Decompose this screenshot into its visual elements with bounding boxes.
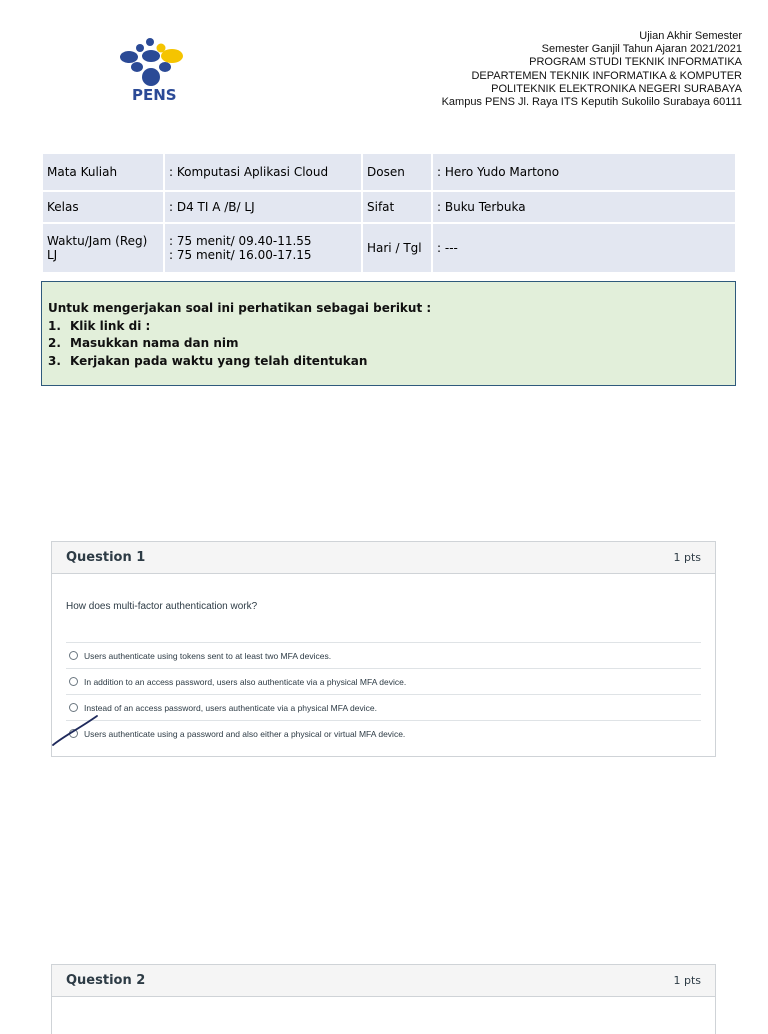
- header-line: Kampus PENS Jl. Raya ITS Keputih Sukolilo Surabaya 60111: [441, 96, 742, 109]
- waktu-reg: : 75 menit/ 09.40-11.55: [169, 234, 312, 248]
- answer-option[interactable]: [66, 694, 701, 720]
- question-1-card: [51, 541, 716, 757]
- answer-option[interactable]: [66, 668, 701, 694]
- radio-icon[interactable]: [69, 651, 78, 660]
- header-line: PROGRAM STUDI TEKNIK INFORMATIKA: [529, 56, 742, 69]
- dosen-value: : Hero Yudo Martono: [433, 154, 735, 190]
- item-number: 2.: [48, 336, 61, 350]
- sifat-label: Sifat: [363, 192, 431, 222]
- kelas-label: Kelas: [43, 192, 163, 222]
- list-item: [48, 353, 735, 371]
- matkul-value: : Komputasi Aplikasi Cloud: [165, 154, 361, 190]
- kelas-value: : D4 TI A /B/ LJ: [165, 192, 361, 222]
- radio-icon[interactable]: [69, 703, 78, 712]
- matkul-label: Mata Kuliah: [43, 154, 163, 190]
- question-text: How does multi-factor authentication work?: [66, 601, 258, 612]
- instructions-heading: Untuk mengerjakan soal ini perhatikan sebagai berikut :: [48, 301, 432, 315]
- answer-text: Instead of an access password, users authenticate via a physical MFA device.: [84, 702, 377, 713]
- header-line: POLITEKNIK ELEKTRONIKA NEGERI SURABAYA: [491, 82, 742, 95]
- question-header: [52, 542, 715, 574]
- question-title: Question 2: [66, 973, 146, 988]
- list-item: [48, 335, 735, 353]
- item-number: 1.: [48, 318, 61, 333]
- list-item: [48, 318, 735, 336]
- check-mark-icon: [50, 712, 100, 748]
- question-points: 1 pts: [673, 974, 701, 987]
- item-text: Klik link di :: [70, 318, 151, 333]
- pens-logo: [112, 34, 192, 106]
- header-line: DEPARTEMEN TEKNIK INFORMATIKA & KOMPUTER: [471, 69, 742, 82]
- hari-value: : ---: [433, 224, 735, 272]
- radio-icon[interactable]: [69, 677, 78, 686]
- answer-text: In addition to an access password, users also authenticate via a physical MFA device.: [84, 676, 407, 687]
- answer-text: Users authenticate using tokens sent to at least two MFA devices.: [84, 650, 332, 661]
- waktu-value: [165, 224, 361, 272]
- item-text: Kerjakan pada waktu yang telah ditentukan: [70, 353, 368, 368]
- sifat-value: : Buku Terbuka: [433, 192, 735, 222]
- waktu-label: Waktu/Jam (Reg) LJ: [43, 224, 163, 272]
- dosen-label: Dosen: [363, 154, 431, 190]
- item-number: 3.: [48, 353, 61, 368]
- answer-option[interactable]: [66, 720, 701, 746]
- instructions-box: [41, 281, 736, 386]
- table-row: [43, 154, 735, 190]
- logo-text: PENS: [132, 86, 177, 104]
- institution-header: [442, 30, 742, 109]
- hari-label: Hari / Tgl: [363, 224, 431, 272]
- table-row: [43, 192, 735, 222]
- header-line: Semester Ganjil Tahun Ajaran 2021/2021: [541, 43, 742, 56]
- exam-info-table: [41, 152, 737, 274]
- question-header: [52, 965, 715, 997]
- question-points: 1 pts: [673, 551, 701, 564]
- table-row: [43, 224, 735, 272]
- answer-option[interactable]: [66, 642, 701, 668]
- answer-text: Users authenticate using a password and also either a physical or virtual MFA device.: [84, 728, 406, 739]
- waktu-lj: : 75 menit/ 16.00-17.15: [169, 248, 312, 262]
- question-title: Question 1: [66, 550, 146, 565]
- pens-logo-mark: [112, 34, 192, 89]
- header-line: Ujian Akhir Semester: [639, 30, 742, 42]
- item-text: Masukkan nama dan nim: [70, 336, 239, 350]
- answer-list: [66, 642, 701, 746]
